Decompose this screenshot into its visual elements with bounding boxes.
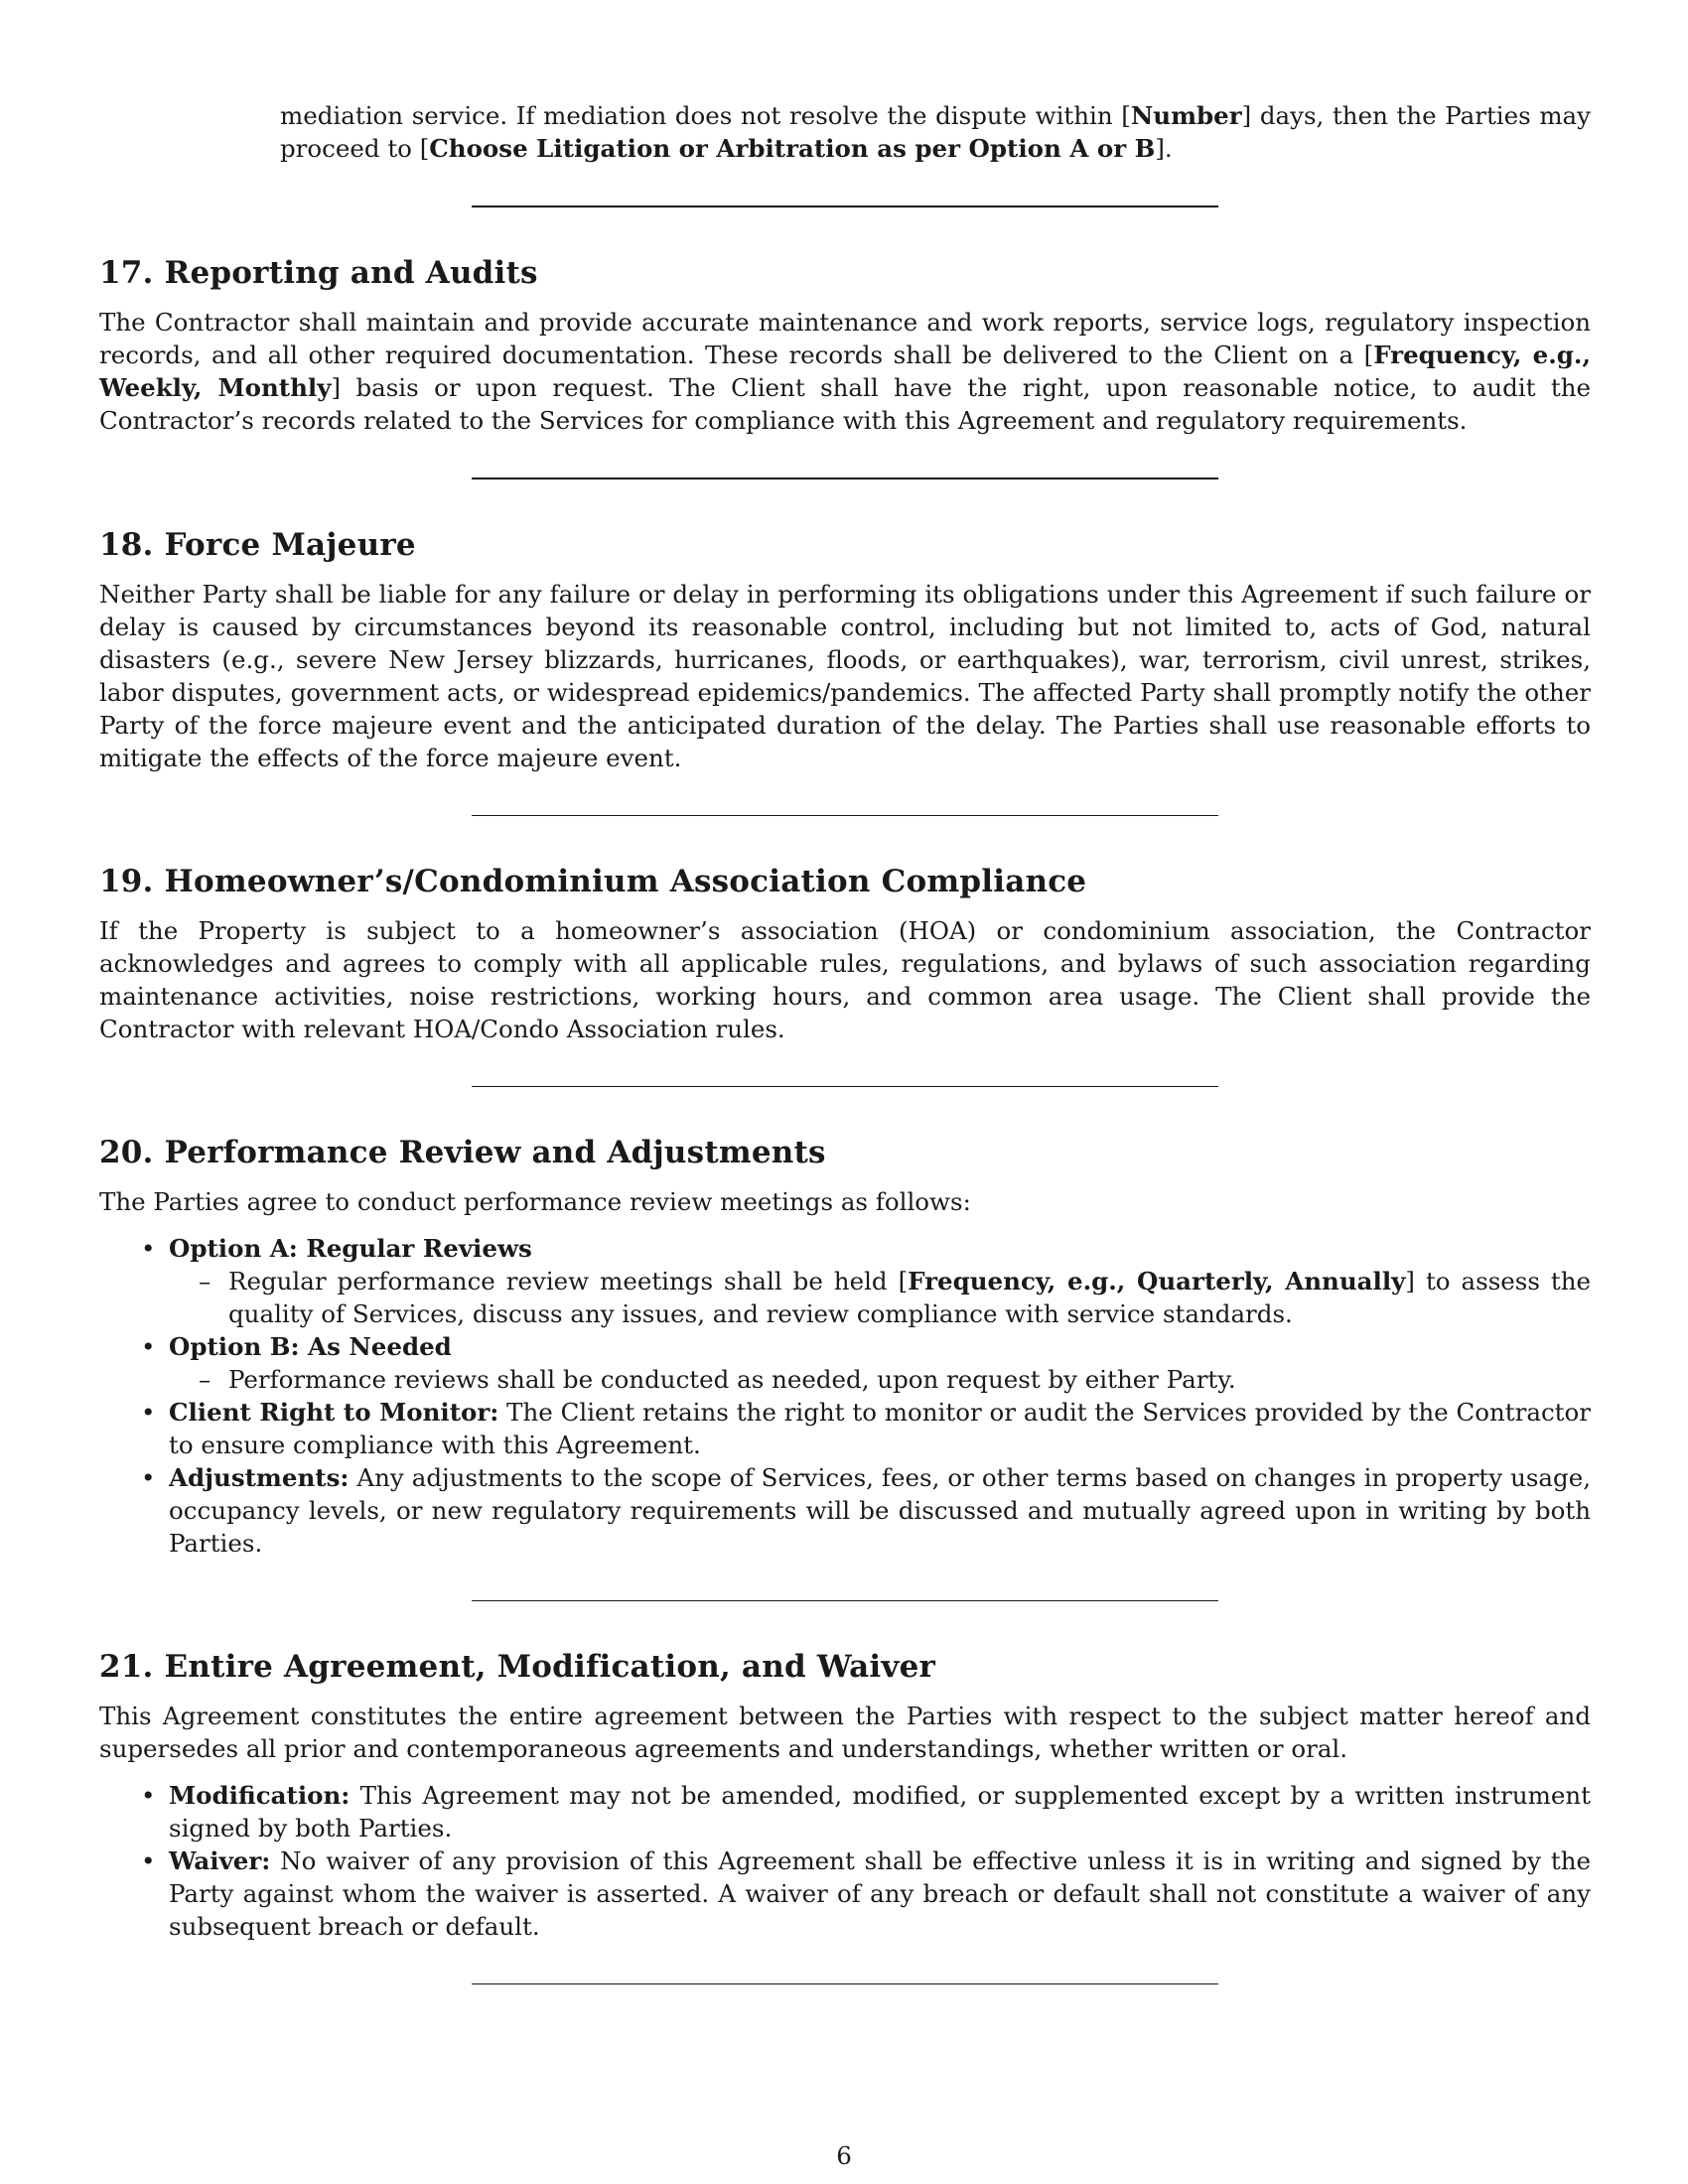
item-text: The Client retains the right to monitor or audit the Services provided by the Contractor to ensure compliance with this Agreement. — [169, 1398, 1591, 1459]
bullet-marker: • — [141, 1781, 156, 1810]
list-item-option-a — [141, 1232, 1592, 1330]
section-paragraph: The Parties agree to conduct performance review meetings as follows: — [99, 1187, 971, 1216]
bullet-list — [99, 1779, 1591, 1943]
item-label: Option A: Regular Reviews — [169, 1234, 532, 1263]
sub-list — [169, 1265, 1591, 1330]
section-divider — [472, 1600, 1218, 1601]
section-divider — [472, 478, 1218, 479]
list-item-waiver — [141, 1844, 1591, 1943]
section-18 — [99, 525, 1591, 774]
sub-list-item — [199, 1265, 1592, 1330]
placeholder-frequency: Frequency, e.g., Quarterly, Annually — [908, 1267, 1406, 1296]
sub-list — [169, 1363, 1591, 1396]
page-number: 6 — [836, 2141, 852, 2170]
section-divider — [472, 1983, 1218, 1984]
item-text: Any adjustments to the scope of Services, fees, or other terms based on changes in property usage, occupancy levels, or new regulatory requirements will be discussed and mutually agreed upon in writing by both Parties. — [169, 1463, 1591, 1558]
text-run: Performance reviews shall be conducted as needed, upon request by either Party. — [228, 1365, 1236, 1394]
bullet-marker: • — [141, 1332, 156, 1361]
list-item-client-monitor — [141, 1396, 1591, 1461]
section-heading: 19. Homeowner’s/Condominium Association Compliance — [99, 864, 1087, 899]
section-divider — [472, 815, 1218, 816]
section-paragraph — [99, 306, 1591, 437]
bullet-list — [99, 1232, 1591, 1560]
section-21 — [99, 1647, 1591, 1943]
continued-paragraph — [99, 99, 1591, 165]
placeholder-litigation-choice: Choose Litigation or Arbitration as per Option A or B — [429, 134, 1156, 163]
section-19 — [99, 862, 1591, 1045]
section-17 — [99, 253, 1591, 437]
bullet-marker: • — [141, 1463, 156, 1492]
text-run: ] basis or upon request. The Client shall have the right, upon reasonable notice, to audit the Contractor’s records related to the Services for compliance with this Agreement and regulatory requirements. — [99, 373, 1591, 435]
item-label: Client Right to Monitor: — [169, 1398, 499, 1427]
item-label: Option B: As Needed — [169, 1332, 452, 1361]
item-label: Adjustments: — [169, 1463, 350, 1492]
item-text: No waiver of any provision of this Agreement shall be effective unless it is in writing and signed by the Party against whom the waiver is asserted. A waiver of any breach or default shall not constitute a waiver of any subsequent breach or default. — [169, 1846, 1591, 1941]
placeholder-number: Number — [1130, 101, 1242, 130]
section-heading: 18. Force Majeure — [99, 527, 416, 563]
section-divider — [472, 205, 1218, 207]
section-heading: 21. Entire Agreement, Modification, and Waiver — [99, 1649, 936, 1685]
item-text: This Agreement may not be amended, modified, or supplemented except by a written instrument signed by both Parties. — [169, 1781, 1591, 1843]
text-run: ]. — [1155, 134, 1173, 163]
placeholder-frequency: Frequency, e.g., Weekly, Monthly — [99, 341, 1591, 402]
list-item-modification — [141, 1779, 1591, 1844]
bullet-marker: • — [141, 1234, 156, 1263]
section-paragraph: If the Property is subject to a homeowner’s association (HOA) or condominium association, the Contractor acknowledges and agrees to comply with all applicable rules, regulations, and bylaws of such association regarding maintenance activities, noise restrictions, working hours, and common area usage. The Client shall provide the Contractor with relevant HOA/Condo Association rules. — [99, 916, 1591, 1043]
item-label: Waiver: — [169, 1846, 271, 1875]
section-heading: 17. Reporting and Audits — [99, 255, 538, 291]
text-run: ] days, then the Parties may proceed to [ — [280, 101, 1592, 163]
text-run: Regular performance review meetings shall be held [ — [228, 1267, 909, 1296]
text-run: The Contractor shall maintain and provide accurate maintenance and work reports, service logs, regulatory inspection records, and all other required documentation. These records shall be delivered to the Client on a [ — [99, 308, 1591, 369]
list-item-adjustments — [141, 1461, 1591, 1560]
bullet-marker: • — [141, 1398, 156, 1427]
text-run: mediation service. If mediation does not resolve the dispute within [ — [280, 101, 1131, 130]
section-paragraph: Neither Party shall be liable for any failure or delay in performing its obligations under this Agreement if such failure or delay is caused by circumstances beyond its reasonable control, including but not limited to, acts of God, natural disasters (e.g., severe New Jersey blizzards, hurricanes, floods, or earthquakes), war, terrorism, civil unrest, strikes, labor disputes, government acts, or widespread epidemics/pandemics. The affected Party shall promptly notify the other Party of the force majeure event and the anticipated duration of the delay. The Parties shall use reasonable efforts to mitigate the effects of the force majeure event. — [99, 580, 1591, 772]
section-paragraph: This Agreement constitutes the entire agreement between the Parties with respect to the subject matter hereof and supersedes all prior and contemporaneous agreements and understandings, whether written or oral. — [99, 1702, 1591, 1763]
section-20 — [99, 1133, 1591, 1560]
sub-list-item — [199, 1363, 1591, 1396]
section-heading: 20. Performance Review and Adjustments — [99, 1135, 826, 1170]
text-run: ] to assess the quality of Services, discuss any issues, and review compliance with service standards. — [228, 1267, 1592, 1328]
list-item-option-b — [141, 1330, 1591, 1396]
section-divider — [472, 1086, 1218, 1087]
dash-marker: – — [199, 1267, 211, 1296]
bullet-marker: • — [141, 1846, 156, 1875]
dash-marker: – — [199, 1365, 211, 1394]
item-label: Modification: — [169, 1781, 351, 1810]
page-content — [99, 99, 1591, 2030]
